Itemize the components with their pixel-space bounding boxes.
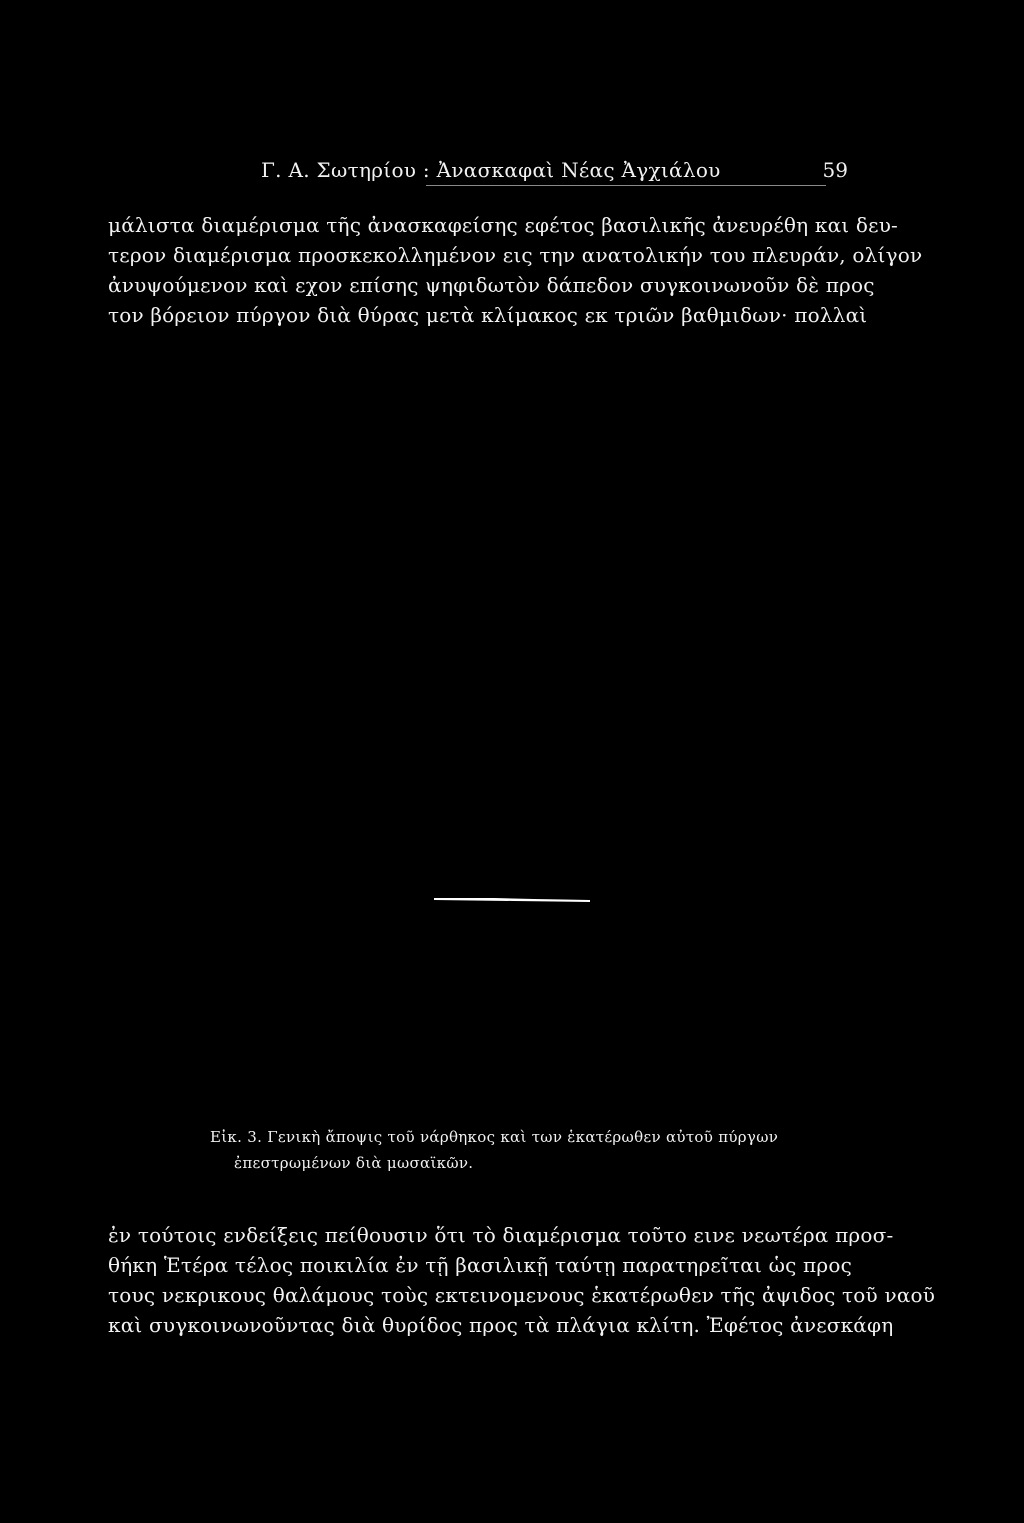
text-line: μάλιστα διαμέρισμα τῆς ἀνασκαφείσης εφέτος βασιλικῆς ἀνευρέθη και δευ- (108, 213, 899, 237)
text-line: θήκη Ἑτέρα τέλος ποικιλία ἐν τῇ βασιλικῇ ταύτῃ παρατηρεῖται ὡς προς (108, 1253, 852, 1277)
running-head (108, 152, 848, 182)
text-line: ἀνυψούμενον καὶ εχον επίσης ψηφιδωτὸν δάπεδον συγκοινωνοῦν δὲ προς (108, 273, 875, 297)
text-line: καὶ συγκοινωνοῦντας διὰ θυρίδος προς τὰ πλάγια κλίτη. Ἐφέτος ἀνεσκάφη (108, 1313, 894, 1337)
figure-artifact-mark (434, 897, 590, 903)
paragraph-top (108, 210, 923, 330)
caption-line: ἐπεστρωμένων διὰ μωσαϊκῶν. (234, 1154, 474, 1172)
text-line: τερον διαμέρισμα προσκεκολλημένον εις την ανατολικήν του πλευράν, ολίγον (108, 243, 923, 267)
text-line: τον βόρειον πύργον διὰ θύρας μετὰ κλίμακος εκ τριῶν βαθμιδων· πολλαὶ (108, 303, 868, 327)
figure-photograph (108, 350, 848, 1110)
text-line: ἐν τούτοις ενδείξεις πείθουσιν ὅτι τὸ διαμέρισμα τοῦτο εινε νεωτέρα προσ- (108, 1223, 894, 1247)
text-line: τους νεκρικους θαλάμους τοὺς εκτεινομενους ἑκατέρωθεν τῆς ἀψιδος τοῦ ναοῦ (108, 1283, 936, 1307)
page-number: 59 (822, 158, 848, 182)
page-header-title: Γ. Α. Σωτηρίου : Ἀνασκαφαὶ Νέας Ἀγχιάλου (261, 158, 721, 182)
caption-line: Εἰκ. 3. Γενικὴ ἄποψις τοῦ νάρθηκος καὶ των ἑκατέρωθεν αὐτοῦ πύργων (210, 1128, 779, 1146)
figure-caption (210, 1124, 800, 1176)
paragraph-bottom (108, 1220, 936, 1340)
header-rule (426, 185, 826, 186)
